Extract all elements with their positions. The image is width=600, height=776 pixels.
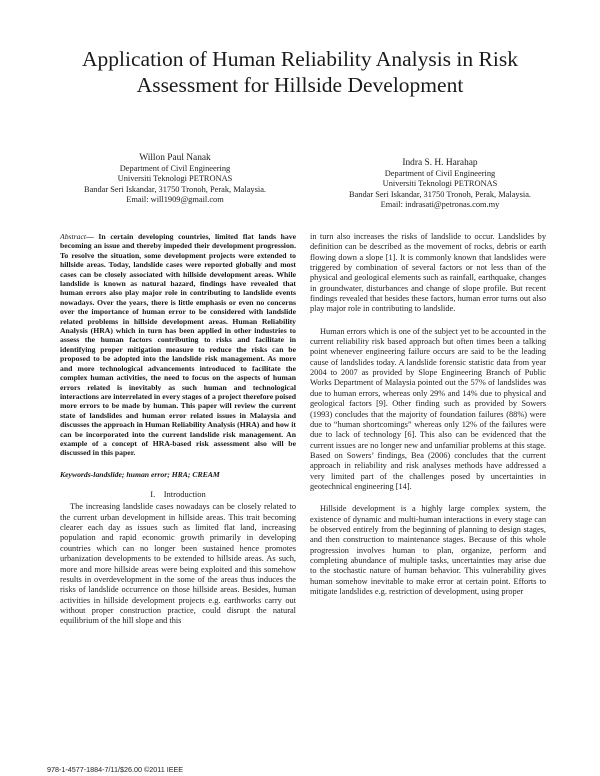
keywords: Keywords-landslide; human error; HRA; CREAM [60,469,220,479]
abstract-label: Abstract [60,232,87,241]
paragraph: Hillside development is a highly large complex system, the existence of dynamic and multi-human interactions in every stage can be observed entirely from the beginning of planning to design stages, and then construction to maintenance stages. Because of this whole progression involves human to plan, organize, perform and completing abundance of multiple tasks, uncertainties may arise due to the stochastic nature of human behavior. This vulnerability gives human somehow inevitable to make error at certain point. Efforts to mitigate landslides e.g. restriction of development, using proper [310,504,546,596]
paper-title: Application of Human Reliability Analysis in Risk Assessment for Hillside Development [82,47,518,97]
author-univ: Universiti Teknologi PETRONAS [382,179,498,189]
section-heading-introduction: I. Introduction [150,489,206,500]
author-name: Willon Paul Nanak [139,153,211,163]
abstract-text: In certain developing countries, limited flat lands have becoming an issue and thereby impeded their development progression. To resolve the situation, some development projects were extended to hillside areas. Today, landslide cases were reported globally and most cases can be closely associated with hillside development areas. While landslide is known as natural hazard, findings have revealed that human errors also play major role in contributing to landslide events nowadays. Over the years, there is little emphasis or even no concerns over the importance of human error to be considered with landslide related problems in hillside development areas. Human Reliability Analysis (HRA) which in turn has been applied in other industries to assess the human factors contributing to risks and facilitate in identifying proper mitigation measure to reduce the risks can be proposed to be adopted into the landslide risk management. As more and more technological advancements introduced to facilitate the complex human activities, the need to focus on the aspects of human errors related is inevitably as such human and technological interactions are interrelated in every stages of a project therefore poised more errors to be made by human. This paper will review the current state of landslides and human error related issues in Malaysia and discusses the approach in Human Reliability Analysis (HRA) and how it can be incorporated into the current landslide risk management. An example of a concept of HRA-based risk assessment also will be discussed in this paper. [60,232,296,458]
author-address: Bandar Seri Iskandar, 31750 Tronoh, Perak, Malaysia. [83,184,267,194]
author-email: Email: will1909@gmail.com [126,195,224,205]
author-email: Email: indrasati@petronas.com.my [380,200,500,210]
author-block-2 [330,157,550,211]
author-address: Bandar Seri Iskandar, 31750 Tronoh, Perak, Malaysia. [348,189,532,199]
author-univ: Universiti Teknologi PETRONAS [117,174,233,184]
paragraph: The increasing landslide cases nowadays can be closely related to the current urban development in hillside areas. This trait becoming clearer each day as issues such as limited flat land, increasing population and rapid economic growth primarily in developing countries which can no longer been sustained hence promotes urbanization developments to be extended to hillside areas. As such, more and more hillside areas were being exploited and this somehow results in overdevelopment in the some of the areas thus induces the risks of landslide occurrence on those hillside areas. Besides, human activities in hillside development projects e.g. earthworks carry out without proper construction practice, could disrupt the natural equilibrium of the hill slope and this [60,502,296,626]
author-dept: Department of Civil Engineering [384,169,496,178]
left-column [60,232,296,627]
abstract: Abstract— In certain developing countries, limited flat lands have becoming an issue and thereby impeded their development progression. To resolve the situation, some development projects were extended to hillside areas. Today, landslide cases were reported globally and most cases can be closely associated with hillside development areas. While landslide is known as natural hazard, findings have revealed that human errors also play major role in contributing to landslide events nowadays. Over the years, there is little emphasis or even no concerns over the importance of human error to be considered with landslide related problems in hillside development areas. Human Reliability Analysis (HRA) which in turn has been applied in other industries to assess the human factors contributing to risks and facilitate in identifying proper mitigation measure to reduce the risks can be proposed to be adopted into the landslide risk management. As more and more technological advancements introduced to facilitate the complex human activities, the need to focus on the aspects of human errors related is inevitably as such human and technological interactions are interrelated in every stages of a project therefore poised more errors to be made by human. This paper will review the current state of landslides and human error related issues in Malaysia and discusses the approach in Human Reliability Analysis (HRA) and how it can be incorporated into the current landslide risk management. An example of a concept of HRA-based risk assessment also will be discussed in this paper. [60,232,296,458]
author-dept: Department of Civil Engineering [119,164,231,173]
paragraph: in turn also increases the risks of landslide to occur. Landslides by definition can be described as the movement of rocks, debris or earth flowing down a slope [1]. It is commonly known that landslides were triggered by combination of several factors or not less than of the physical and geological elements such as rainfall, earthquake, changes in groundwater, disturbances and change of slope profile. But recent findings revealed that besides these factors, human error turns out also play major role in contributing to landslide. [310,232,546,314]
copyright-footer: 978-1-4577-1884-7/11/$26.00 ©2011 IEEE [47,765,184,774]
paragraph: Human errors which is one of the subject yet to be accounted in the current reliability risk based approach but often times been a talking point whenever engineering failure occurs are said to be the leading cause of landslides today. A landslide forensic statistic data from year 2004 to 2007 as provided by Slope Engineering Branch of Public Works Department of Malaysia pointed out the 57% of landslides was due to human errors, whereas only 29% and 14% due to physical and geological factors [9]. Other finding such as provided by Sowers (1993) concludes that the majority of foundation failures (88%) were due to “human shortcomings” whereas only 12% of the failures were due to lack of technology [6]. This also can be evidenced that the current issues are no longer new and unfamiliar problems at this stage. Based on Sowers’ findings, Bea (2006) concludes that the current approach in reliability and risk analyses methods have addressed a very limited part of the challenges posed by uncertainties in geotechnical engineering [14]. [310,326,546,491]
right-column [310,232,546,597]
author-name: Indra S. H. Harahap [402,158,478,168]
author-block-1 [70,152,280,206]
